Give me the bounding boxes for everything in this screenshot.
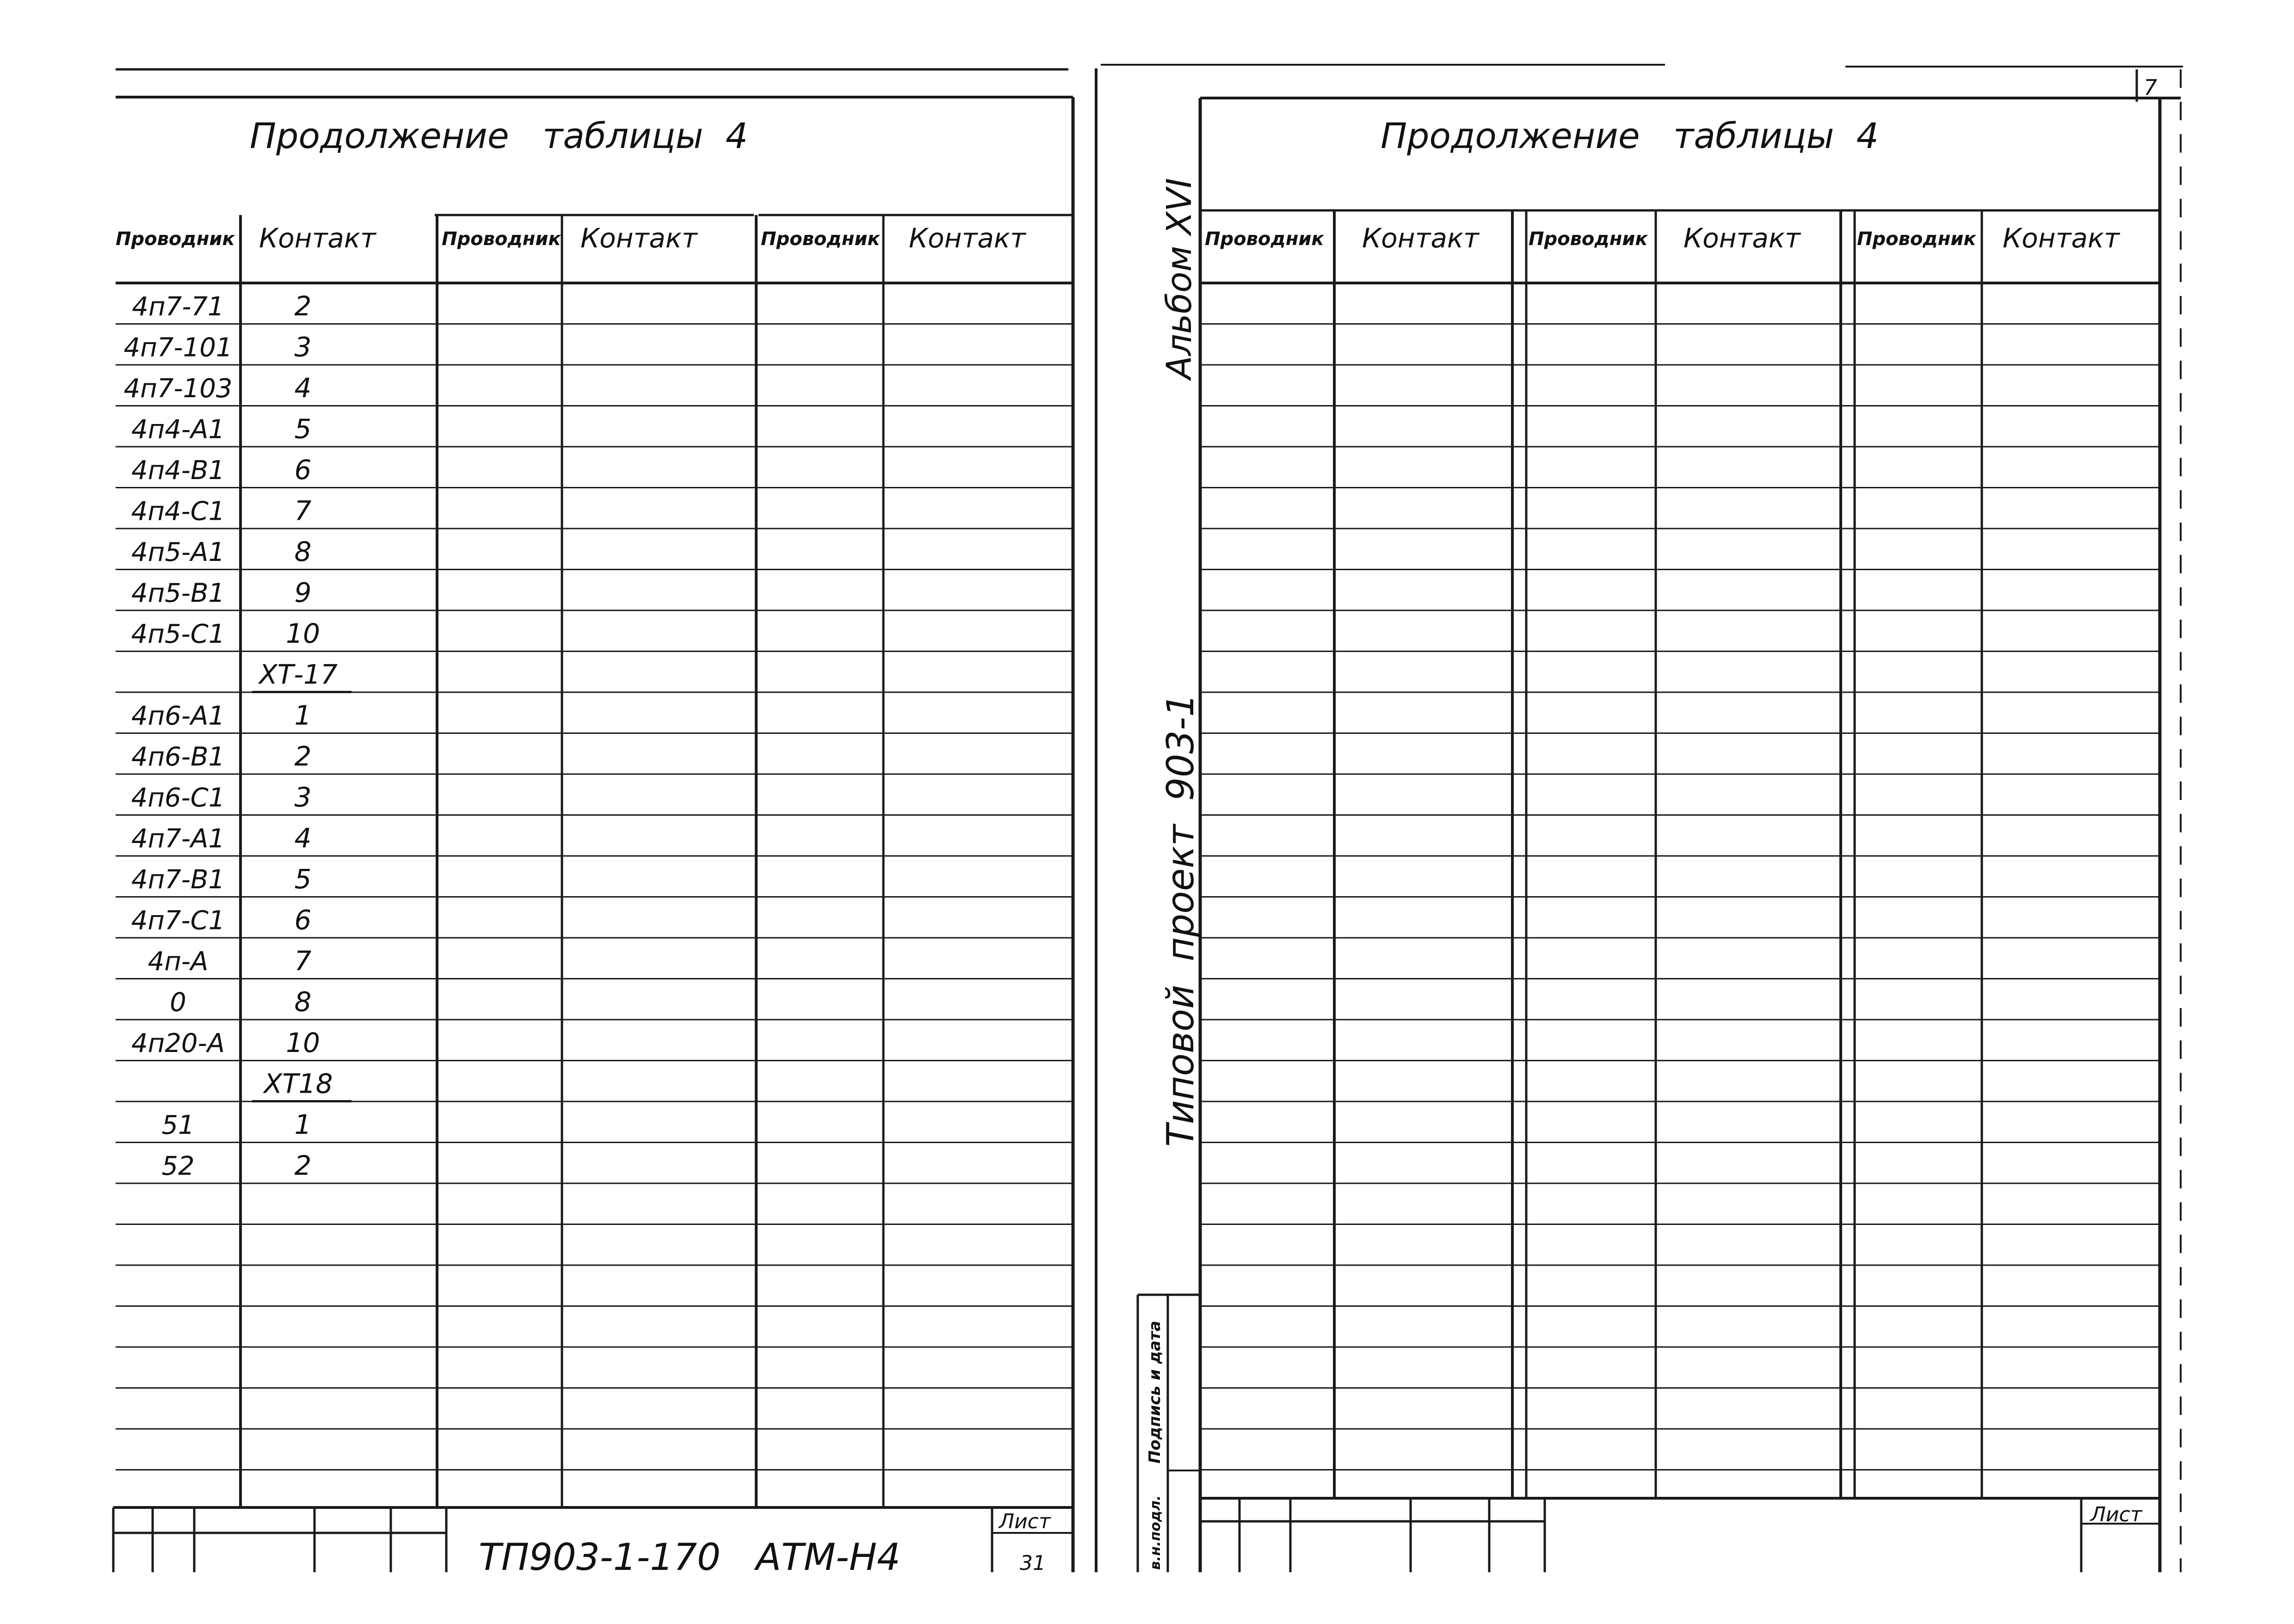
cell-contact: 3	[294, 331, 312, 363]
left-sheet-number: 31	[1020, 1551, 1046, 1575]
cell-contact: 2	[294, 290, 312, 322]
terminal-block-heading: ХТ-17	[259, 658, 338, 690]
cell-contact: 1	[294, 700, 312, 731]
cell-conductor: 4п6-В1	[131, 742, 225, 772]
cell-contact: 7	[294, 495, 312, 527]
cell-conductor: 4п-А	[148, 947, 209, 977]
cell-contact: 4	[294, 822, 312, 854]
cell-conductor: 4п7-101	[123, 332, 233, 363]
left-header-conductor-2: Проводник	[442, 228, 561, 250]
cell-contact: 3	[294, 781, 312, 813]
left-header-contact-1: Контакт	[259, 222, 376, 254]
cell-conductor: 52	[161, 1151, 195, 1181]
cell-conductor: 4п6-С1	[131, 783, 225, 813]
cell-contact: 6	[294, 454, 312, 486]
left-table-title: Продолжение таблицы 4	[250, 115, 748, 156]
inventory-label: в.н.подл.	[1147, 1495, 1164, 1570]
cell-conductor: 4п4-А1	[131, 414, 225, 445]
cell-conductor: 4п7-С1	[131, 905, 225, 936]
right-header-contact-2: Контакт	[1684, 222, 1801, 254]
right-header-contact-3: Контакт	[2003, 222, 2120, 254]
left-header-contact-3: Контакт	[909, 222, 1026, 254]
album-label: Альбом XVI	[1159, 178, 1199, 379]
left-header-contact-2: Контакт	[580, 222, 697, 254]
cell-conductor: 4п4-В1	[131, 455, 225, 486]
right-header-conductor-3: Проводник	[1857, 228, 1976, 250]
left-sheet-label: Лист	[999, 1510, 1051, 1533]
cell-contact: 9	[294, 577, 312, 609]
cell-conductor: 4п20-А	[131, 1028, 225, 1058]
cell-conductor: 4п4-С1	[131, 496, 225, 527]
cell-conductor: 4п7-103	[123, 374, 233, 404]
right-header-conductor-1: Проводник	[1205, 228, 1324, 250]
cell-contact: 1	[294, 1109, 312, 1140]
terminal-block-heading: ХТ18	[264, 1068, 333, 1100]
cell-conductor: 51	[161, 1110, 195, 1140]
cell-contact: 10	[286, 618, 320, 649]
cell-contact: 6	[294, 904, 312, 936]
cell-contact: 2	[294, 1150, 312, 1181]
cell-conductor: 4п7-А1	[131, 824, 225, 854]
right-header-contact-1: Контакт	[1362, 222, 1479, 254]
cell-contact: 2	[294, 740, 312, 772]
cell-conductor: 4п7-В1	[131, 865, 225, 895]
cell-contact: 5	[294, 413, 312, 445]
cell-conductor: 4п7-71	[132, 292, 224, 322]
right-header-conductor-2: Проводник	[1529, 228, 1648, 250]
signature-date-label: Подпись и дата	[1146, 1321, 1164, 1464]
cell-conductor: 4п6-А1	[131, 701, 225, 731]
cell-conductor: 4п5-А1	[131, 537, 225, 567]
cell-conductor: 4п5-В1	[131, 578, 225, 609]
table-cells	[124, 290, 352, 1181]
cell-contact: 5	[294, 863, 312, 895]
cell-conductor: 4п5-С1	[131, 619, 225, 649]
cell-contact: 7	[294, 945, 312, 977]
right-sheet-label: Лист	[2090, 1503, 2142, 1526]
cell-contact: 10	[286, 1027, 320, 1058]
left-header-conductor-3: Проводник	[761, 228, 880, 250]
cell-contact: 8	[294, 986, 312, 1018]
cell-conductor: 0	[170, 987, 186, 1018]
right-table-title: Продолжение таблицы 4	[1381, 115, 1879, 156]
stamp-document-code: ТП903-1-170 АТМ-Н4	[479, 1536, 900, 1579]
corner-number: 7	[2144, 75, 2158, 100]
project-label: Типовой проект 903-1	[1159, 693, 1202, 1147]
cell-contact: 4	[294, 372, 312, 404]
left-header-conductor-1: Проводник	[116, 228, 235, 250]
cell-contact: 8	[294, 536, 312, 567]
